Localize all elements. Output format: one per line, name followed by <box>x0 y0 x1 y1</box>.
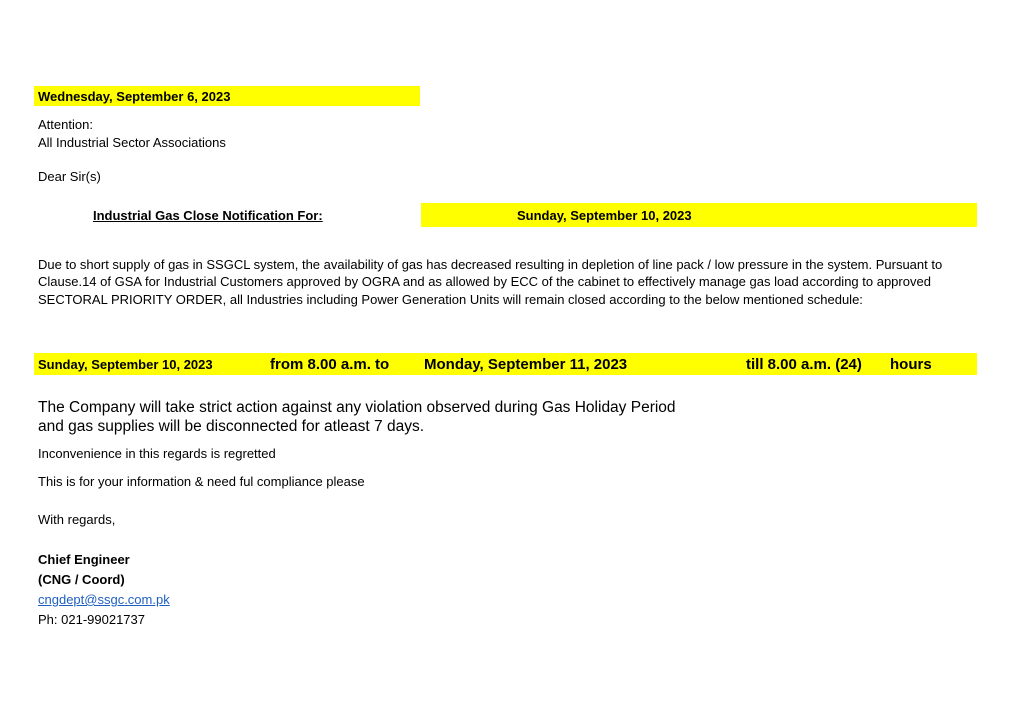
attention-block <box>38 116 226 152</box>
compliance-line: This is for your information & need ful compliance please <box>38 474 365 489</box>
warning-line-1: The Company will take strict action against any violation observed during Gas Holiday Period <box>38 399 676 416</box>
schedule-hours-label: hours <box>890 356 932 373</box>
body-paragraph: Due to short supply of gas in SSGCL system, the availability of gas has decreased resulting in depletion of line pack / low pressure in the system. Pursuant to Clause.14 of GSA for Industrial Customers approved by OGRA and as allowed by ECC of the cabinet to effectively manage gas load according to approved SECTORAL PRIORITY ORDER, all Industries including Power Generation Units will remain closed according to the below mentioned schedule: <box>38 257 943 307</box>
notification-date-highlight <box>421 203 977 227</box>
schedule-to-date: Monday, September 11, 2023 <box>424 356 628 373</box>
closing-line: With regards, <box>38 512 116 527</box>
schedule-from-time: from 8.00 a.m. to <box>270 356 390 373</box>
attention-label: Attention: <box>38 117 93 132</box>
signature-department: (CNG / Coord) <box>38 572 125 587</box>
phone-number: Ph: 021-99021737 <box>38 612 145 627</box>
schedule-highlight-bar <box>34 353 977 375</box>
schedule-till-time: till 8.00 a.m. (24) <box>746 356 862 373</box>
warning-line-2: and gas supplies will be disconnected for atleast 7 days. <box>38 418 425 435</box>
date-highlight-bar <box>34 86 420 106</box>
notification-date: Sunday, September 10, 2023 <box>517 208 692 223</box>
email-link[interactable]: cngdept@ssgc.com.pk <box>38 592 170 607</box>
warning-block <box>38 398 676 436</box>
letter-date: Wednesday, September 6, 2023 <box>38 89 231 104</box>
signature-title: Chief Engineer <box>38 552 130 567</box>
schedule-from-date: Sunday, September 10, 2023 <box>38 357 213 372</box>
salutation: Dear Sir(s) <box>38 169 101 184</box>
attention-recipient: All Industrial Sector Associations <box>38 135 226 150</box>
regret-line: Inconvenience in this regards is regretted <box>38 446 276 461</box>
signature-block <box>38 550 170 630</box>
notification-label: Industrial Gas Close Notification For: <box>93 208 323 223</box>
